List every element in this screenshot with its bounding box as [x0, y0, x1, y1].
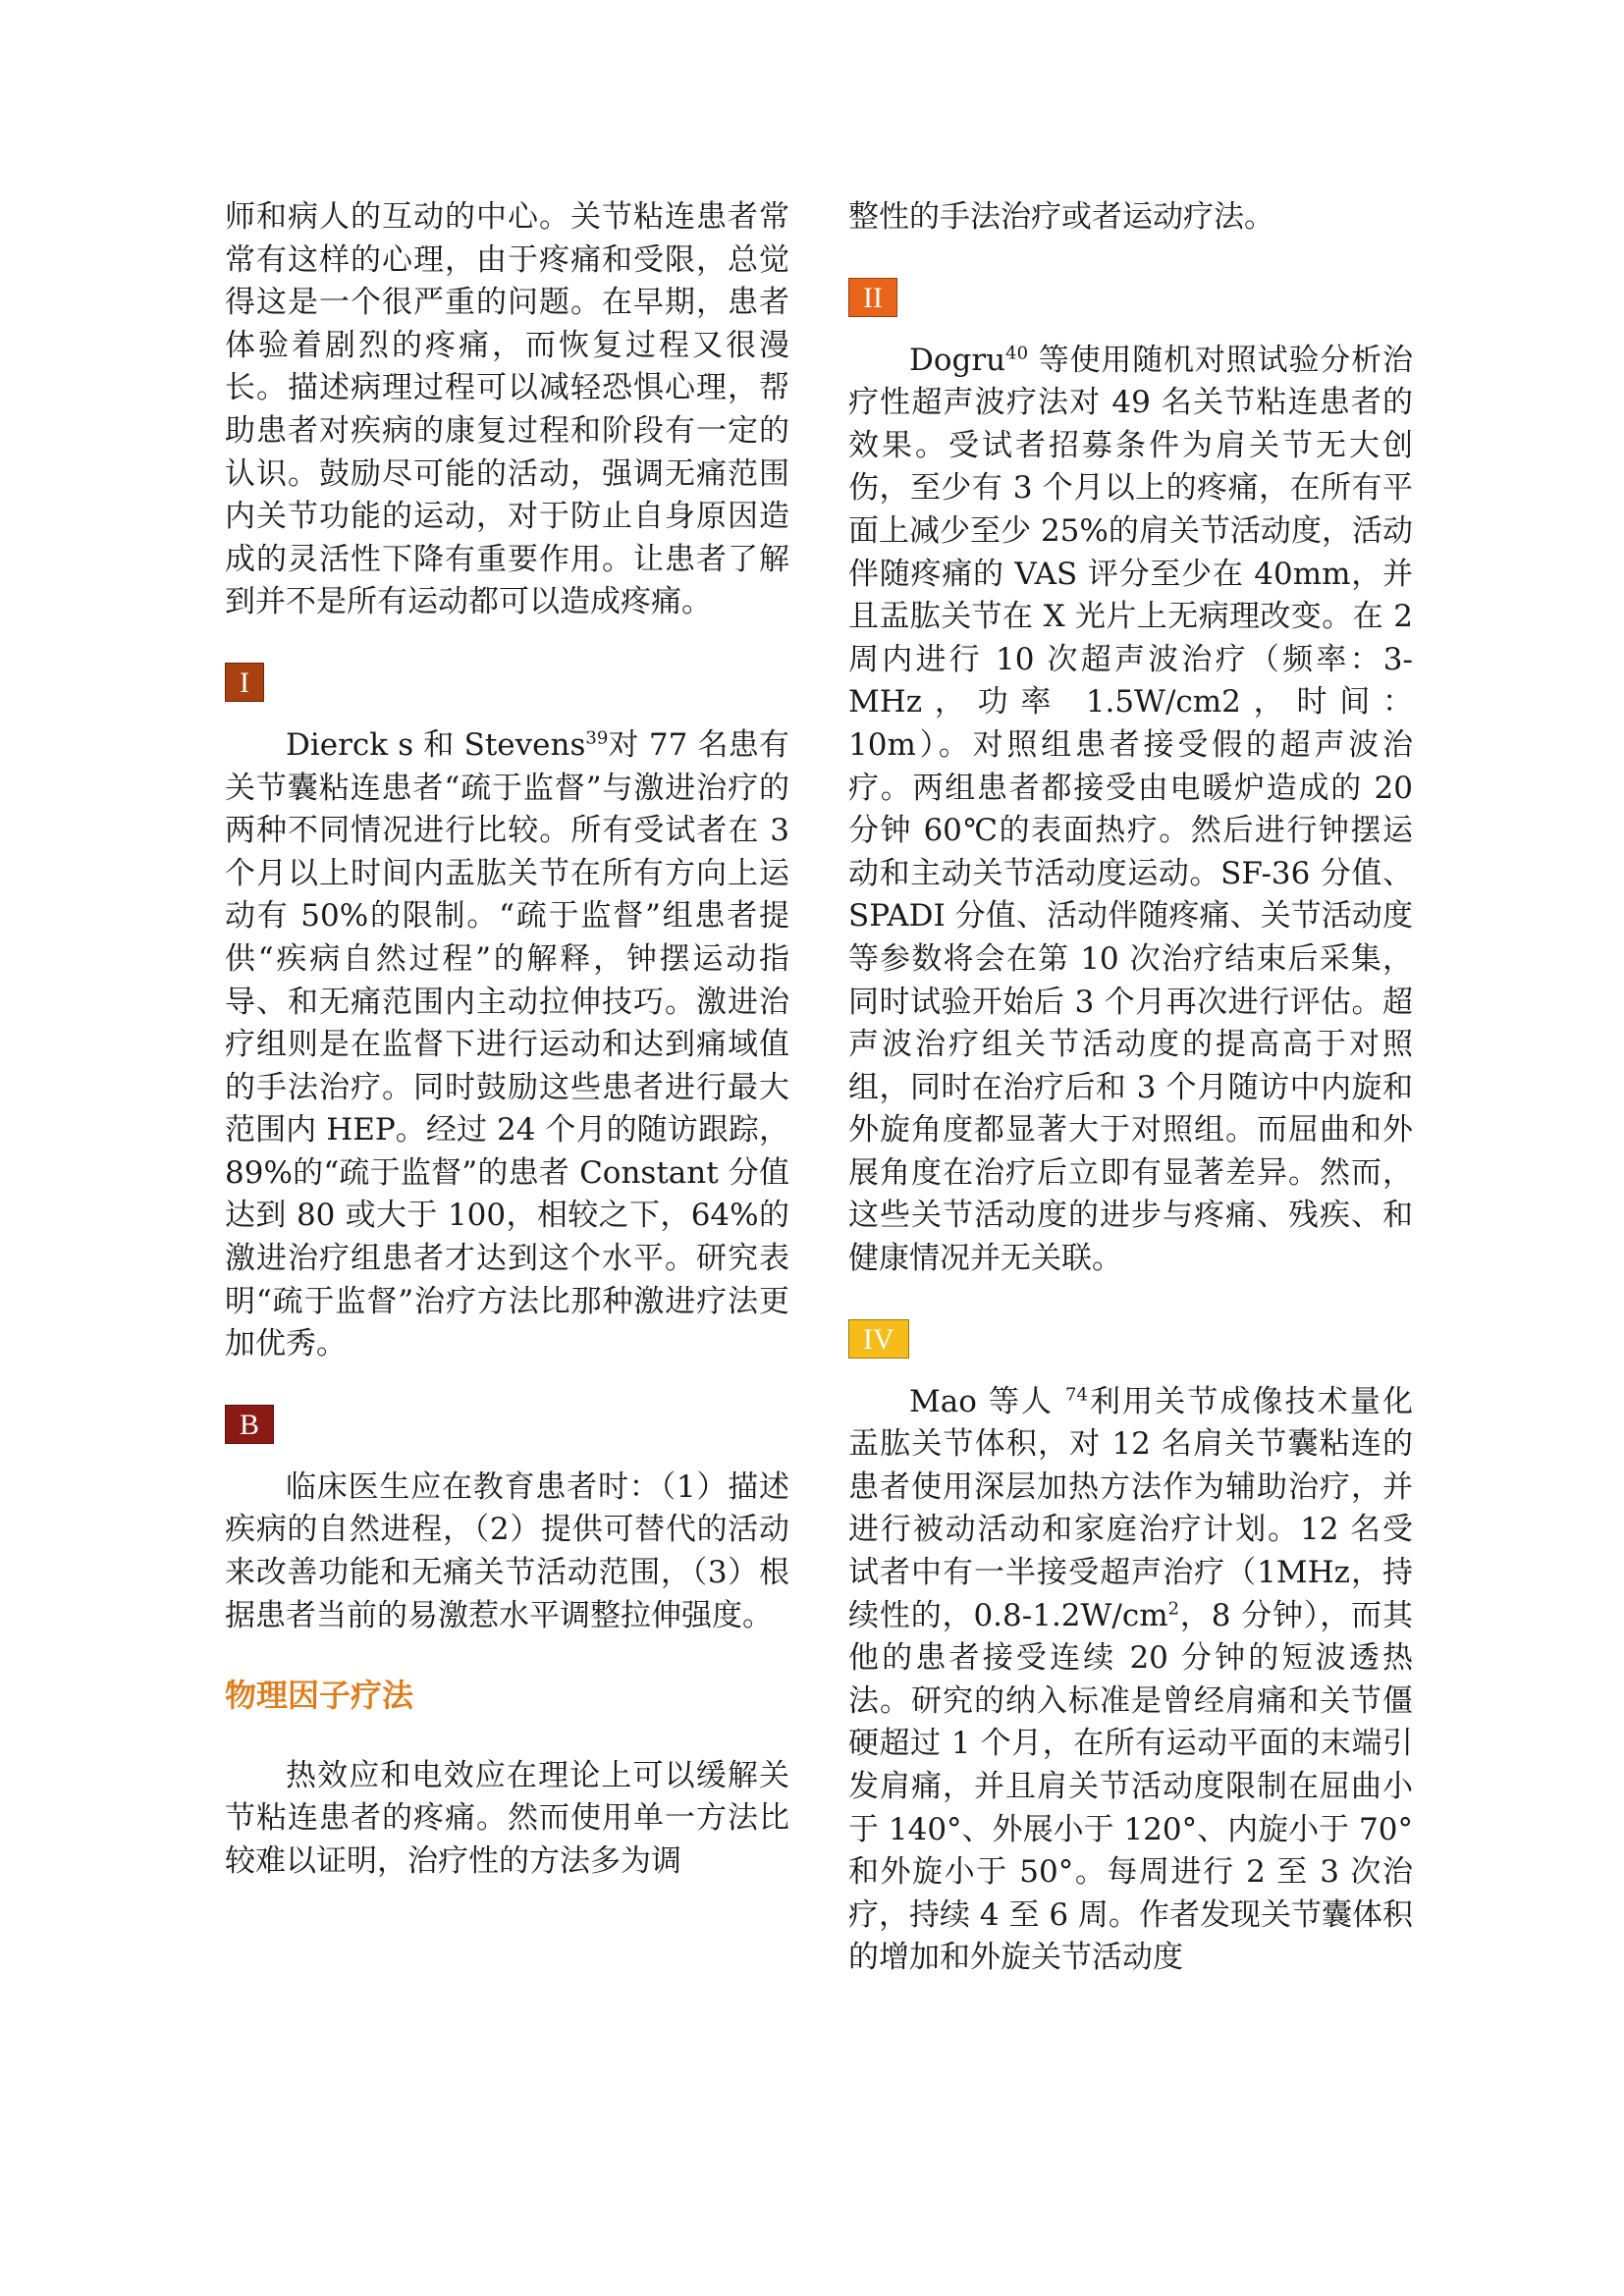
text-run: Mao 等人: [909, 1383, 1066, 1419]
paragraph: 热效应和电效应在理论上可以缓解关节粘连患者的疼痛。然而使用单一方法比较难以证明，治疗性的方法多为调: [225, 1757, 789, 1879]
text-run: Dogru: [909, 342, 1006, 378]
paragraph: [848, 1381, 1413, 1980]
evidence-level-badge: II: [848, 278, 897, 317]
left-column: [225, 196, 789, 1884]
paragraph: 临床医生应在教育患者时：（1）描述疾病的自然进程，（2）提供可替代的活动来改善功能和无痛关节活动范围，（3）根据患者当前的易激惹水平调整拉伸强度。: [225, 1468, 789, 1633]
evidence-level-badge: IV: [848, 1319, 909, 1359]
right-column: [848, 196, 1413, 1980]
citation-sup: 39: [585, 727, 609, 749]
citation-sup: 74: [1065, 1384, 1088, 1406]
paragraph: 整性的手法治疗或者运动疗法。: [848, 199, 1274, 235]
text-run: 对 77 名患有关节囊粘连患者“疏于监督”与激进治疗的两种不同情况进行比较。所有受试者在 3 个月以上时间内盂肱关节在所有方向上运动有 50%的限制。“疏于监督”组患者提供“疾病自然过程”的解释，钟摆运动指导、和无痛范围内主动拉伸技巧。激进治疗组则是在监督下进行运动和达到痛域值的手法治疗。同时鼓励这些患者进行最大范围内 HEP。经过 24 个月的随访跟踪，89%的“疏于监督”的患者 Constant 分值达到 80 或大于 100，相较之下，64%的激进治疗组患者才达到这个水平。研究表明“疏于监督”治疗方法比那种激进疗法更加优秀。: [225, 726, 790, 1362]
section-heading: 物理因子疗法: [225, 1677, 414, 1715]
text-run: ，8 分钟），而其他的患者接受连续 20 分钟的短波透热法。研究的纳入标准是曾经肩痛和关节僵硬超过 1 个月，在所有运动平面的末端引发肩痛，并且肩关节活动度限制在屈曲小于 140°、外展小于 120°、内旋小于 70°和外旋小于 50°。每周进行 2 至 3 次治疗，持续 4 至 6 周。作者发现关节囊体积的增加和外旋关节活动度: [848, 1597, 1414, 1976]
text-run: Dierck s 和 Stevens: [286, 726, 586, 763]
evidence-level-badge-wrap: [225, 662, 789, 701]
text-run: 等使用随机对照试验分析治疗性超声波疗法对 49 名关节粘连患者的效果。受试者招募条件为肩关节无大创伤，至少有 3 个月以上的疼痛，在所有平面上减少至少 25%的肩关节活动度，活动伴随疼痛的 VAS 评分至少在 40mm，并且盂肱关节在 X 光片上无病理改变。在 2 周内进行 10 次超声波治疗（频率：3-MHz，功率 1.5W/cm2，时间：10m）。对照组患者接受假的超声波治疗。两组患者都接受由电暖炉造成的 20 分钟 60℃的表面热疗。然后进行钟摆运动和主动关节活动度运动。SF-36 分值、SPADI 分值、活动伴随疼痛、关节活动度等参数将会在第 10 次治疗结束后采集，同时试验开始后 3 个月再次进行评估。超声波治疗组关节活动度的提高高于对照组，同时在治疗后和 3 个月随访中内旋和外旋角度都显著大于对照组。而屈曲和外展角度在治疗后立即有显著差异。然而，这些关节活动度的进步与疼痛、残疾、和健康情况并无关联。: [848, 342, 1413, 1277]
evidence-level-badge: I: [225, 663, 264, 702]
evidence-level-badge-wrap: [848, 277, 1413, 316]
citation-sup: 40: [1005, 343, 1029, 364]
evidence-level-badge-wrap: [225, 1404, 789, 1443]
unit-sup: 2: [1167, 1598, 1180, 1620]
paragraph: [848, 340, 1413, 1281]
paragraph: 师和病人的互动的中心。关节粘连患者常常有这样的心理，由于疼痛和受限，总觉得这是一个很严重的问题。在早期，患者体验着剧烈的疼痛，而恢复过程又很漫长。描述病理过程可以减轻恐惧心理，帮助患者对疾病的康复过程和阶段有一定的认识。鼓励尽可能的活动，强调无痛范围内关节功能的运动，对于防止自身原因造成的灵活性下降有重要作用。让患者了解到并不是所有运动都可以造成疼痛。: [225, 199, 789, 620]
evidence-level-badge: B: [225, 1405, 274, 1444]
text-run: 利用关节成像技术量化盂肱关节体积，对 12 名肩关节囊粘连的患者使用深层加热方法作为辅助治疗，并进行被动活动和家庭治疗计划。12 名受试者中有一半接受超声治疗（1MHz，持续性的，0.8-1.2W/cm: [848, 1383, 1413, 1633]
evidence-level-badge-wrap: [848, 1318, 1413, 1358]
paragraph: [225, 724, 789, 1366]
